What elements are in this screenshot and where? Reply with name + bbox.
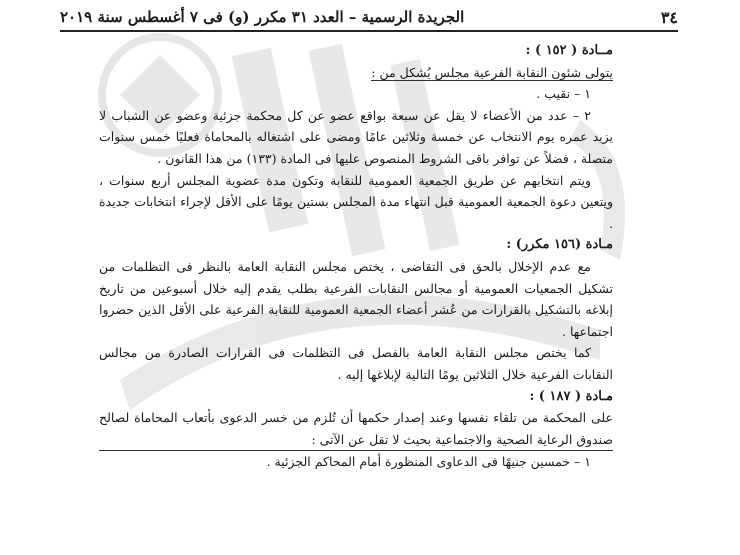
underlined-paragraph: على المحكمة من تلقاء نفسها وعند إصدار حكمها أن تُلزم من خسر الدعوى بأتعاب المحاماة لصالح صندوق الرعاية الصحية والاجتماعية بحيث لا تقل عن الآتى : [99,407,613,451]
gazette-title: الجريدة الرسمية – العدد ٣١ مكرر (و) فى ٧ أغسطس سنة ٢٠١٩ [60,8,465,26]
paragraph: كما يختص مجلس النقابة العامة بالفصل فى التظلمات فى القرارات الصادرة من مجالس النقابات الفرعية خلال الثلاثين يومًا التالية لإبلاغها إليه . [99,345,613,382]
paragraph: ١ – خمسين جنيهًا فى الدعاوى المنظورة أمام المحاكم الجزئية . [266,454,591,470]
page-number: ٣٤ [660,7,678,27]
article-heading-156-bis: مـادة (١٥٦ مكرر) : [506,237,613,253]
paragraph: ٢ – عدد من الأعضاء لا يقل عن سبعة بواقع عضو عن كل محكمة جزئية وعضو عن الشباب لا يزيد عمره يوم الانتخاب عن خمسة وثلاثين عامًا ومضى على اشتغاله بالمحاماة فعليًا خمس سنوات متصلة ، فضلاً عن توافر باقى الشروط المنصوص عليها فى المادة (١٣٣) من هذا القانون . [99,107,613,166]
paragraph: ويتم انتخابهم عن طريق الجمعية العمومية للنقابة وتكون مدة عضوية المجلس أربع سنوات ، ويتعين دعوة الجمعية العمومية قبل انتهاء مدة المجلس بستين يومًا على الأقل لإجراء انتخابات جديدة . [99,172,613,231]
article-heading-152: مــادة ( ١٥٢ ) : [525,43,613,58]
underlined-text: يتولى شئون النقابة الفرعية مجلس يُشكل من : [371,64,613,80]
document-body [99,40,613,473]
paragraph: مع عدم الإخلال بالحق فى التقاضى ، يختص مجلس النقابة العامة بالنظر فى التظلمات من تشكيل الجمعيات العمومية أو مجالس النقابات الفرعية بطلب يقدم إليه خلال أسبوعين من تاريخ إبلاغه بالتشكيل بالقرارات من عُشر أعضاء الجمعية العمومية للنقابة الفرعية على الأقل الذين حضروا اجتماعها . [99,258,613,339]
article-heading-187: مـادة ( ١٨٧ ) : [529,388,613,404]
header-rule [60,30,678,32]
paragraph: ١ – نقيب . [536,86,591,102]
paragraph [99,62,613,84]
page-header [60,6,678,28]
